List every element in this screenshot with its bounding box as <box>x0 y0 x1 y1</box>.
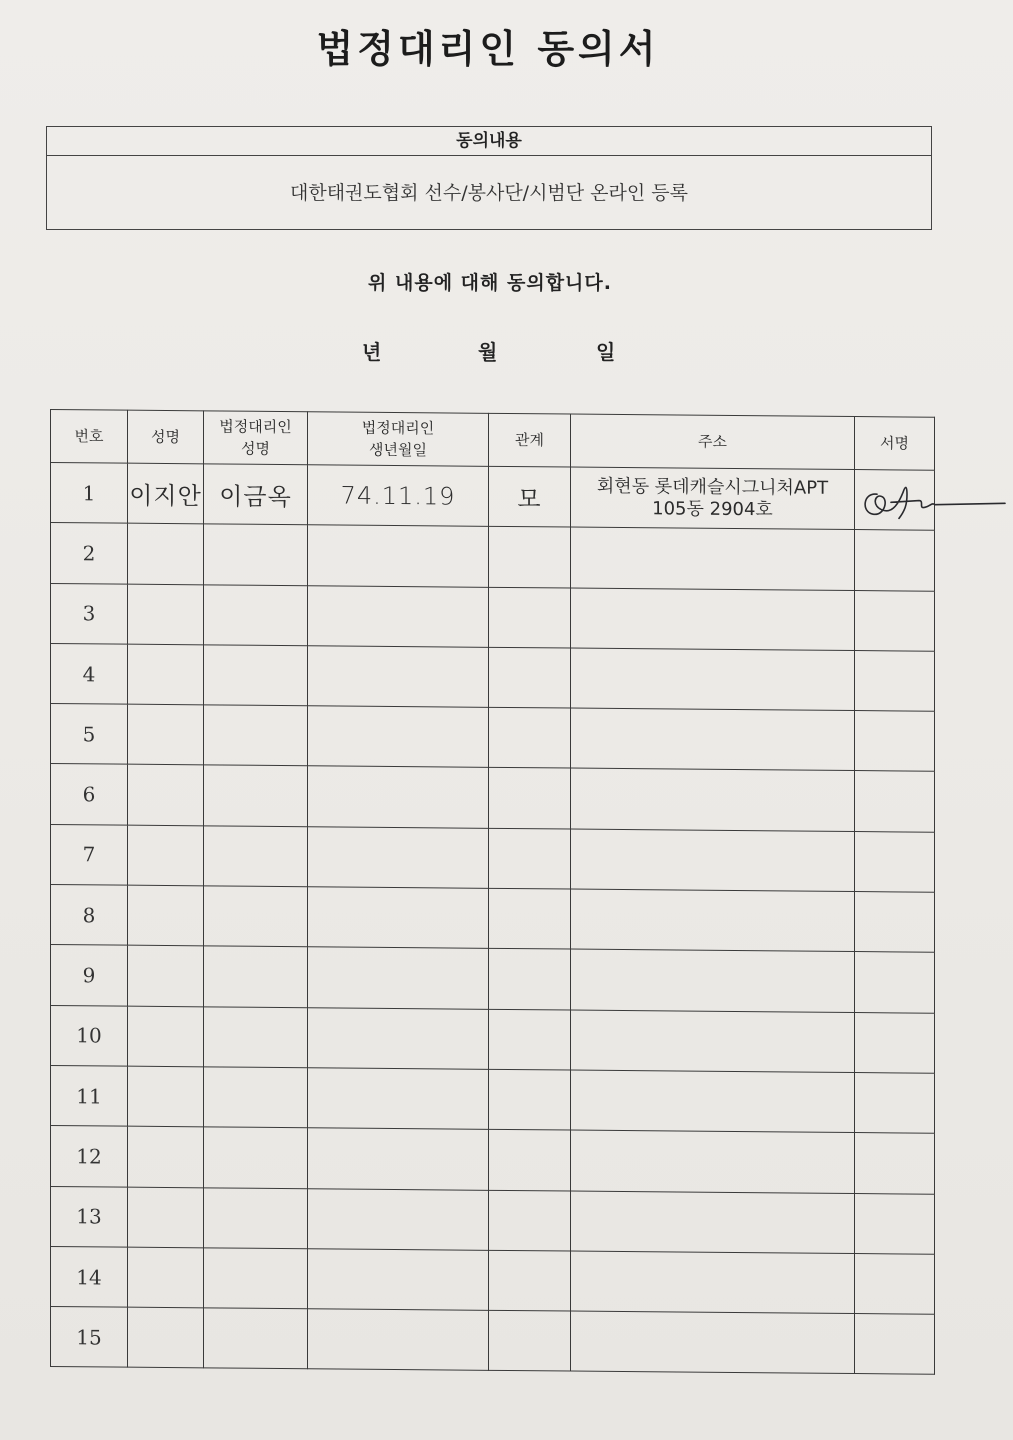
table-row <box>51 523 935 591</box>
row-number: 8 <box>51 885 128 946</box>
row-name <box>128 1006 204 1067</box>
header-guardian-birth <box>308 412 489 467</box>
row-guardian-name <box>204 946 308 1007</box>
header-signature: 서명 <box>855 417 935 471</box>
row-address <box>571 829 855 892</box>
date-month-label: 월 <box>478 340 498 364</box>
table-row <box>51 704 935 772</box>
row-guardian-name <box>204 1308 308 1369</box>
row-address <box>571 1251 855 1314</box>
row-signature <box>855 711 935 772</box>
handwritten-signature <box>859 472 1009 533</box>
consent-content-header: 동의내용 <box>47 127 931 156</box>
header-address: 주소 <box>571 414 855 469</box>
row-number: 3 <box>51 583 128 644</box>
row-signature <box>855 530 935 591</box>
row-signature <box>855 771 935 832</box>
header-guardian-birth-line1: 법정대리인 <box>361 418 435 438</box>
table-row <box>51 1005 935 1073</box>
row-address <box>571 1130 855 1193</box>
row-number: 11 <box>51 1065 128 1126</box>
row-number: 2 <box>51 523 128 584</box>
row-name <box>128 825 204 886</box>
row-relation <box>489 1310 571 1371</box>
row-address <box>571 588 855 651</box>
row-guardian-name <box>204 1187 308 1248</box>
row-signature <box>855 590 935 651</box>
handwritten-guardian-name: 이금옥 <box>219 482 292 512</box>
table-row <box>51 824 935 892</box>
header-guardian-name <box>204 411 308 465</box>
row-relation <box>489 1069 571 1130</box>
handwritten-birthdate: 74.11.19 <box>340 481 456 511</box>
row-address <box>571 889 855 952</box>
row-guardian-name <box>204 464 308 525</box>
row-name <box>128 1247 204 1308</box>
row-signature <box>855 892 935 953</box>
row-address <box>571 527 855 590</box>
row-guardian-birth <box>308 1007 489 1069</box>
row-guardian-name <box>204 826 308 887</box>
agreement-statement: 위 내용에 대해 동의합니다. <box>368 272 612 294</box>
row-name <box>128 1066 204 1127</box>
table-row <box>51 885 935 953</box>
row-address <box>571 1070 855 1133</box>
row-relation <box>489 768 571 829</box>
row-address <box>571 1010 855 1073</box>
row-signature <box>855 952 935 1013</box>
row-address <box>571 708 855 771</box>
handwritten-address-line2: 105동 2904호 <box>652 497 773 520</box>
row-guardian-birth <box>308 1309 489 1371</box>
row-relation <box>489 1190 571 1251</box>
table-row <box>51 945 935 1013</box>
table-row <box>51 1126 935 1194</box>
header-guardian-name-line2: 성명 <box>241 439 270 458</box>
row-number: 14 <box>51 1246 128 1307</box>
row-signature <box>855 650 935 711</box>
row-guardian-birth <box>308 1128 489 1190</box>
row-signature <box>855 1072 935 1133</box>
row-guardian-birth <box>308 827 489 889</box>
row-relation <box>489 828 571 889</box>
row-name <box>128 644 204 705</box>
row-relation <box>489 587 571 648</box>
row-relation <box>489 888 571 949</box>
row-signature <box>855 1193 935 1254</box>
row-signature <box>855 831 935 892</box>
date-day-label: 일 <box>596 340 616 364</box>
row-number: 1 <box>51 463 128 524</box>
row-guardian-birth <box>308 766 489 828</box>
row-signature <box>855 470 935 531</box>
row-guardian-name <box>204 765 308 826</box>
row-guardian-name <box>204 645 308 706</box>
row-number: 10 <box>51 1005 128 1066</box>
table-row <box>51 1186 935 1254</box>
row-guardian-name <box>204 1067 308 1128</box>
header-number: 번호 <box>51 410 128 464</box>
row-address <box>571 467 855 530</box>
row-number: 5 <box>51 704 128 765</box>
table-row <box>51 1246 935 1314</box>
row-guardian-birth <box>308 465 489 527</box>
row-signature <box>855 1133 935 1194</box>
table-row <box>51 1307 935 1375</box>
row-guardian-birth <box>308 646 489 708</box>
document-title: 법정대리인 동의서 <box>316 27 660 71</box>
date-year-label: 년 <box>362 340 382 364</box>
date-line <box>0 336 1013 366</box>
row-guardian-birth <box>308 1068 489 1130</box>
row-guardian-birth <box>308 585 489 647</box>
row-address <box>571 648 855 711</box>
handwritten-name: 이지안 <box>129 481 202 511</box>
row-guardian-name <box>204 1248 308 1309</box>
row-address <box>571 949 855 1012</box>
row-number: 13 <box>51 1186 128 1247</box>
row-name <box>128 523 204 584</box>
row-guardian-name <box>204 705 308 766</box>
row-guardian-name <box>204 1007 308 1068</box>
consent-content-box <box>46 126 932 230</box>
row-guardian-birth <box>308 525 489 587</box>
row-name <box>128 1187 204 1248</box>
row-relation <box>489 1009 571 1070</box>
row-address <box>571 1311 855 1374</box>
row-name <box>128 463 204 524</box>
row-guardian-name <box>204 524 308 585</box>
row-number: 4 <box>51 643 128 704</box>
row-relation <box>489 466 571 527</box>
row-signature <box>855 1012 935 1073</box>
row-number: 9 <box>51 945 128 1006</box>
row-relation <box>489 1130 571 1191</box>
row-guardian-birth <box>308 706 489 768</box>
row-signature <box>855 1253 935 1314</box>
row-name <box>128 765 204 826</box>
guardian-roster-table <box>50 409 935 1375</box>
row-relation <box>489 527 571 588</box>
table-header-row <box>51 410 935 471</box>
row-name <box>128 704 204 765</box>
row-number: 12 <box>51 1126 128 1187</box>
header-guardian-name-line1: 법정대리인 <box>219 417 292 437</box>
row-number: 7 <box>51 824 128 885</box>
table-row <box>51 583 935 651</box>
row-guardian-name <box>204 584 308 645</box>
header-name: 성명 <box>128 410 204 464</box>
row-guardian-name <box>204 886 308 947</box>
consent-content-text: 대한태권도협회 선수/봉사단/시범단 온라인 등록 <box>289 182 688 204</box>
row-guardian-birth <box>308 1249 489 1311</box>
table-row <box>51 764 935 832</box>
handwritten-address-line1: 회현동 롯데캐슬시그니처APT <box>596 475 829 499</box>
row-name <box>128 584 204 645</box>
row-number: 6 <box>51 764 128 825</box>
row-name <box>128 885 204 946</box>
row-number: 15 <box>51 1307 128 1368</box>
row-relation <box>489 949 571 1010</box>
table-row <box>51 463 935 531</box>
row-relation <box>489 1250 571 1311</box>
header-relation: 관계 <box>489 413 571 467</box>
row-signature <box>855 1314 935 1375</box>
table-row <box>51 643 935 711</box>
row-guardian-birth <box>308 887 489 949</box>
row-name <box>128 1307 204 1368</box>
row-relation <box>489 708 571 769</box>
row-name <box>128 946 204 1007</box>
row-address <box>571 769 855 832</box>
row-address <box>571 1191 855 1254</box>
table-row <box>51 1065 935 1133</box>
row-name <box>128 1126 204 1187</box>
row-guardian-name <box>204 1127 308 1188</box>
row-guardian-birth <box>308 1188 489 1250</box>
header-guardian-birth-line2: 생년월일 <box>369 440 427 460</box>
handwritten-relation: 모 <box>517 485 542 514</box>
row-relation <box>489 647 571 708</box>
row-guardian-birth <box>308 947 489 1009</box>
